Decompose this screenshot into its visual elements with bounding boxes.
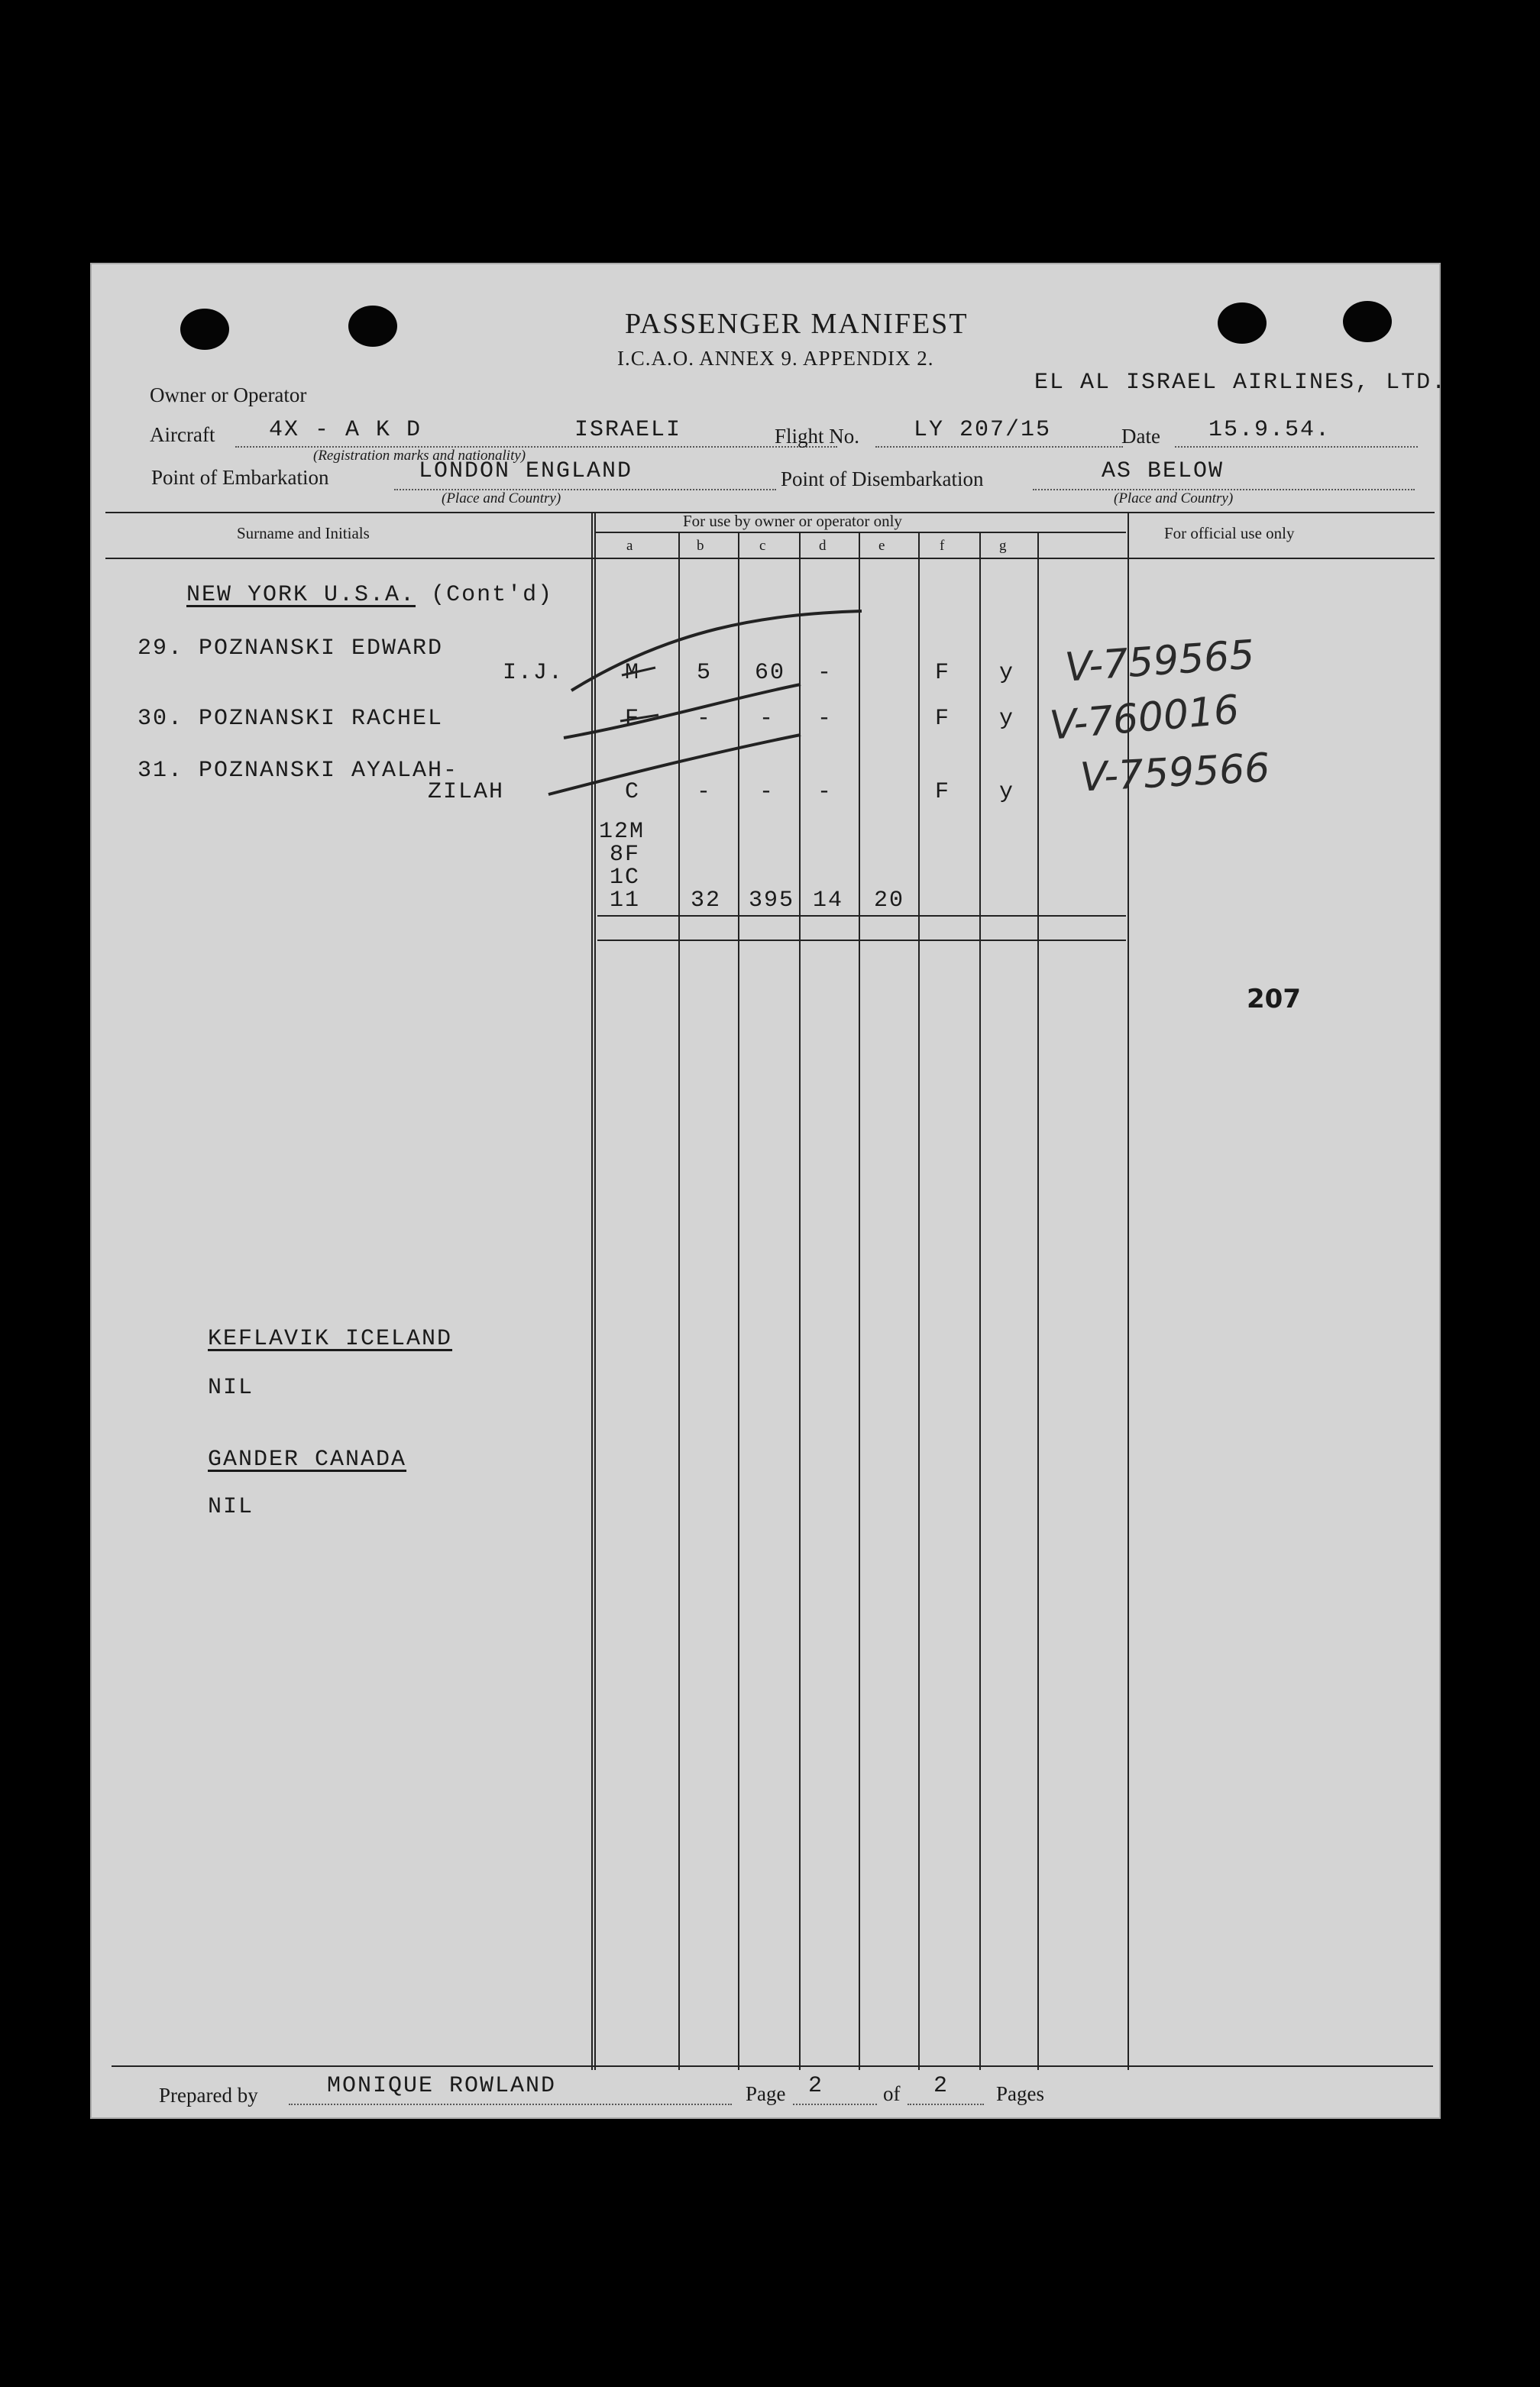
- page-dots: [793, 2104, 877, 2105]
- total-a-line4: 11: [610, 888, 641, 914]
- flight-label: Flight No.: [775, 425, 860, 448]
- row-31-c: -: [759, 779, 775, 805]
- date-label: Date: [1121, 425, 1160, 448]
- registration-note: (Registration marks and nationality): [313, 448, 526, 464]
- row-30-g: y: [999, 706, 1015, 732]
- row-31-name: POZNANSKI AYALAH-: [199, 758, 459, 784]
- total-a-line2: 8F: [610, 842, 641, 868]
- disembark-note: (Place and Country): [1114, 490, 1234, 506]
- row-31-a: C: [625, 779, 641, 805]
- total-c: 395: [749, 888, 795, 914]
- total-e: 20: [874, 888, 905, 914]
- page-stamp: 207: [1247, 984, 1301, 1014]
- prepared-dots: [289, 2104, 732, 2105]
- row-30-name: POZNANSKI RACHEL: [199, 706, 444, 732]
- row-29-f: F: [935, 660, 951, 686]
- section-gander-value: NIL: [208, 1494, 254, 1520]
- manifest-sheet: [90, 263, 1448, 2119]
- subcol-c: c: [759, 538, 766, 554]
- row-29-d: -: [817, 660, 833, 686]
- row-29-a-strike: [622, 668, 655, 675]
- embark-value: LONDON ENGLAND: [419, 458, 633, 484]
- disembark-label: Point of Disembarkation: [781, 467, 984, 490]
- row-30-official: V-760016: [1047, 687, 1241, 749]
- row-30-c: -: [759, 706, 775, 732]
- row-30-f: F: [935, 706, 951, 732]
- embark-label: Point of Embarkation: [151, 466, 329, 489]
- row-31-d: -: [817, 779, 833, 805]
- row-31-f: F: [935, 779, 951, 805]
- strike-stroke-30: [564, 684, 801, 738]
- prepared-label: Prepared by: [159, 2084, 258, 2107]
- row-30-a: F: [625, 706, 641, 732]
- totals-line-2: [597, 940, 1126, 941]
- aircraft-label: Aircraft: [150, 423, 215, 446]
- row-31-num: 31.: [138, 758, 184, 784]
- row-29-name2: I.J.: [503, 660, 565, 686]
- subcol-f: f: [940, 538, 945, 554]
- date-value: 15.9.54.: [1208, 417, 1331, 443]
- row-29-g: y: [999, 660, 1015, 686]
- aircraft-value: 4X - A K D: [269, 417, 422, 443]
- embark-note: (Place and Country): [442, 490, 561, 506]
- row-29-num: 29.: [138, 636, 184, 661]
- subcol-e: e: [878, 538, 885, 554]
- section-keflavik: KEFLAVIK ICELAND: [208, 1326, 453, 1352]
- disembark-value: AS BELOW: [1102, 458, 1225, 484]
- row-31-name2: ZILAH: [428, 779, 505, 805]
- strike-stroke-31: [548, 735, 801, 794]
- of-dots: [907, 2104, 984, 2105]
- section-gander: GANDER CANADA: [208, 1447, 407, 1473]
- total-a-line1: 12M: [599, 819, 645, 845]
- subcol-b: b: [697, 538, 704, 554]
- row-29-b: 5: [697, 660, 713, 686]
- row-30-b: -: [697, 706, 713, 732]
- manifest-title: PASSENGER MANIFEST: [625, 308, 969, 340]
- of-label: of: [883, 2082, 901, 2105]
- page-value: 2: [808, 2073, 824, 2099]
- col-surname-header: Surname and Initials: [237, 524, 370, 542]
- subcol-a: a: [626, 538, 633, 554]
- pages-label: Pages: [996, 2082, 1044, 2105]
- manifest-subtitle: I.C.A.O. ANNEX 9. APPENDIX 2.: [617, 347, 934, 370]
- footer-top-line: [112, 2065, 1433, 2067]
- total-b: 32: [691, 888, 722, 914]
- total-d: 14: [813, 888, 844, 914]
- section-new-york-label: NEW YORK U.S.A.: [186, 582, 416, 608]
- strike-strokes: [90, 263, 1441, 950]
- section-new-york-suffix: (Cont'd): [431, 582, 554, 608]
- flight-value: LY 207/15: [914, 417, 1052, 443]
- col-official-header: For official use only: [1164, 524, 1295, 542]
- totals-line-1: [597, 915, 1126, 917]
- page-label: Page: [746, 2082, 786, 2105]
- row-31-official: V-759566: [1079, 745, 1271, 801]
- row-29-official: V-759565: [1063, 632, 1257, 691]
- row-30-d: -: [817, 706, 833, 732]
- of-value: 2: [933, 2073, 950, 2099]
- owner-label: Owner or Operator: [150, 383, 307, 406]
- row-29-a: M: [625, 660, 641, 686]
- row-29-name: POZNANSKI EDWARD: [199, 636, 444, 661]
- total-a-line3: 1C: [610, 865, 641, 891]
- row-29-c: 60: [755, 660, 786, 686]
- nationality-value: ISRAELI: [574, 417, 682, 443]
- row-30-num: 30.: [138, 706, 184, 732]
- section-keflavik-value: NIL: [208, 1375, 254, 1401]
- prepared-value: MONIQUE ROWLAND: [327, 2073, 557, 2099]
- subcol-d: d: [819, 538, 827, 554]
- owner-value: EL AL ISRAEL AIRLINES, LTD.: [1034, 370, 1448, 396]
- subcol-g: g: [999, 538, 1007, 554]
- row-31-b: -: [697, 779, 713, 805]
- row-31-g: y: [999, 779, 1015, 805]
- col-use-header: For use by owner or operator only: [683, 512, 902, 530]
- strike-stroke-29: [571, 611, 862, 691]
